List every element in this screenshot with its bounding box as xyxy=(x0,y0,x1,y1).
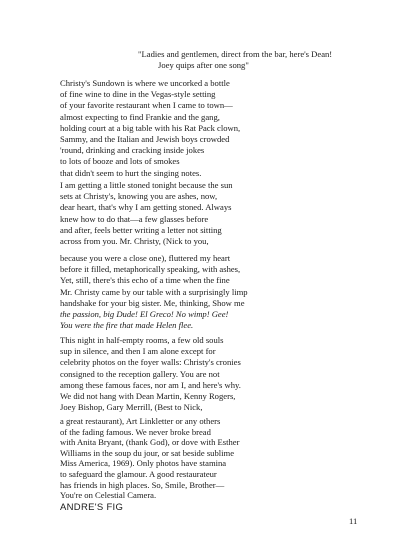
poem-line: Joey Bishop, Gary Merrill, (Best to Nick, xyxy=(60,402,203,413)
poem-line: that didn't seem to hurt the singing notes. xyxy=(60,167,202,178)
poem-line: of the fading famous. We never broke bread xyxy=(60,426,211,437)
poem-line: to safeguard the glamour. A good restaurateur xyxy=(60,468,217,479)
poem-line: You're on Celestial Camera. xyxy=(60,490,157,501)
poem-line: has friends in high places. So, Smile, Brother— xyxy=(60,479,225,490)
poem-line: Williams in the soup du jour, or sat beside sublime xyxy=(60,447,235,458)
poem-line: and after, feels better writing a letter not sitting xyxy=(60,224,222,235)
poem-line: to lots of booze and lots of smokes xyxy=(60,156,180,167)
poem-line: across from you. Mr. Christy, (Nick to you, xyxy=(60,236,209,247)
poem-line: the passion, big Dude! El Greco! No wimp! Gee! xyxy=(60,309,229,320)
poem-line: before it filled, metaphorically speaking, with ashes, xyxy=(60,264,241,275)
stanza-2 xyxy=(60,180,390,247)
poem-line: of fine wine to dine in the Vegas-style setting xyxy=(60,89,216,100)
section-mark: ANDRE'S FIG xyxy=(60,502,124,513)
poem-line: 'round, drinking and cracking inside jokes xyxy=(60,145,205,156)
stanza-4 xyxy=(60,335,390,413)
poem-line: among these famous faces, nor am I, and here's why. xyxy=(60,379,241,390)
page-number: 11 xyxy=(349,516,358,526)
poem-line: Yet, still, there's this echo of a time when the fine xyxy=(60,275,230,286)
poem-line: sets at Christy's, knowing you are ashes, now, xyxy=(60,191,218,202)
poem-line: consigned to the reception gallery. You are not xyxy=(60,368,220,379)
stanza-3 xyxy=(60,253,390,331)
epigraph xyxy=(138,49,332,71)
poem-line: You were the fire that made Helen flee. xyxy=(60,320,194,331)
poem-line: sup in silence, and then I am alone except for xyxy=(60,346,216,357)
poem-line: Miss America, 1969). Only photos have stamina xyxy=(60,458,227,469)
poem-line: Christy's Sundown is where we uncorked a bottle xyxy=(60,78,230,88)
poem-line: of your favorite restaurant when I came to town— xyxy=(60,100,233,111)
poem-line: Sammy, and the Italian and Jewish boys crowded xyxy=(60,134,230,145)
poem-line: holding court at a big table with his Rat Pack clown, xyxy=(60,122,241,133)
epigraph-line: "Ladies and gentlemen, direct from the bar, here's Dean! xyxy=(138,49,333,59)
poem-line: with Anita Bryant, (thank God), or dove with Esther xyxy=(60,437,240,448)
poem-line: almost expecting to find Frankie and the gang, xyxy=(60,111,220,122)
poem-line: We did not hang with Dean Martin, Kenny Rogers, xyxy=(60,391,236,402)
poem-line: a great restaurant), Art Linkletter or any others xyxy=(60,416,221,426)
poem-line: I am getting a little stoned tonight because the sun xyxy=(60,180,233,190)
poem-line: knew how to do that—a few glasses before xyxy=(60,213,209,224)
stanza-5-lines xyxy=(60,416,390,501)
poem-line: celebrity photos on the foyer walls: Christy's cronies xyxy=(60,357,241,368)
epigraph-line: Joey quips after one song" xyxy=(158,60,249,70)
poem-line: dear heart, that's why I am getting stoned. Always xyxy=(60,202,232,213)
poem-line: This night in half-empty rooms, a few old souls xyxy=(60,335,224,345)
poem-line: because you were a close one), fluttered my heart xyxy=(60,253,231,263)
stanza-1 xyxy=(60,78,390,179)
poem-line: Mr. Christy came by our table with a surprisingly limp xyxy=(60,286,248,297)
poem-line: handshake for your big sister. Me, thinking, Show me xyxy=(60,297,245,308)
